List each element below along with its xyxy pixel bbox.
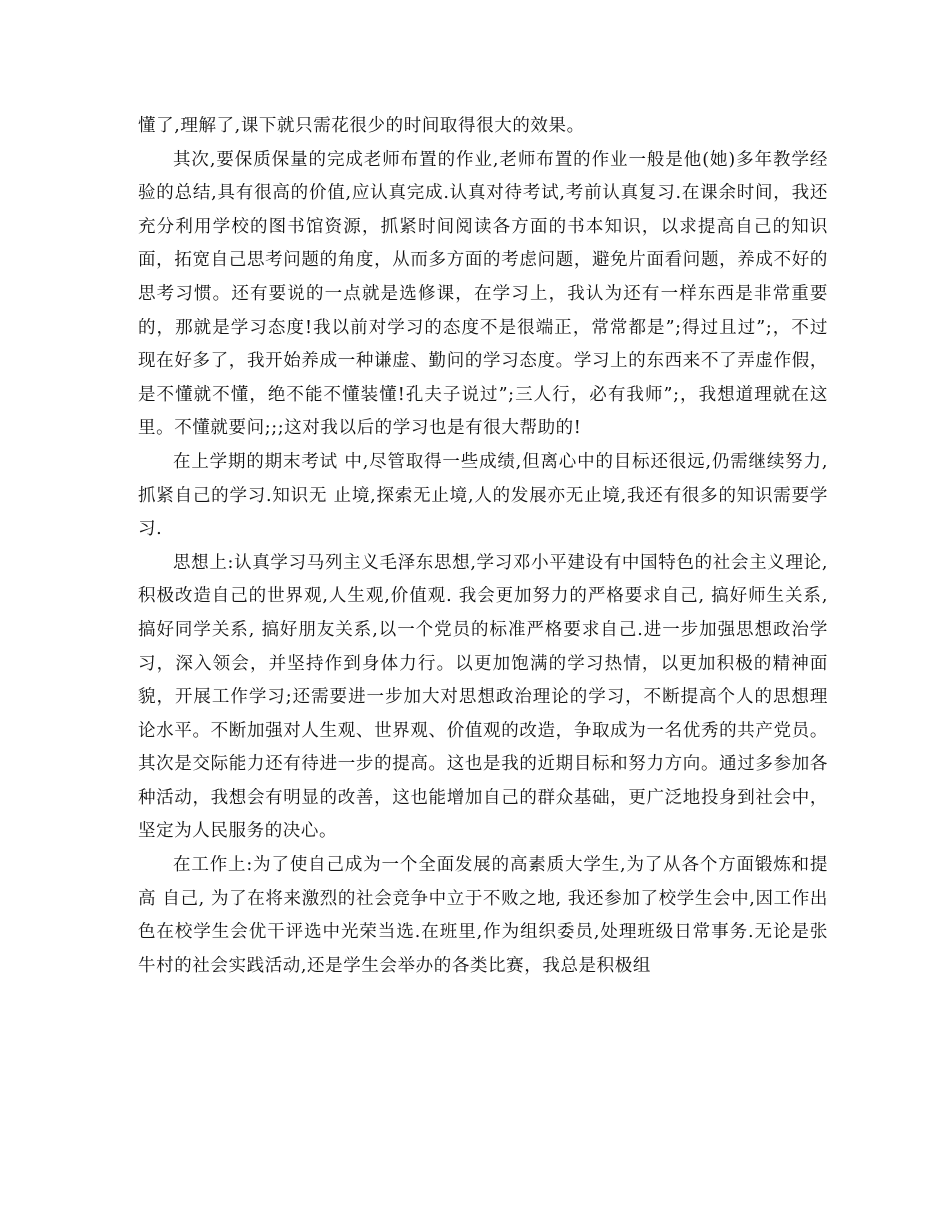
paragraph-work: 在工作上:为了使自己成为一个全面发展的高素质大学生,为了从各个方面锻炼和提高 自己, 为了在将来激烈的社会竞争中立于不败之地, 我还参加了校学生会中,因工作出色在校学生会优干评选中光荣当选.在班里,作为组织委员,处理班级日常事务.无论是张牛村的社会实践活动,还是学生会举办的各类比赛，我总是积极组 bbox=[138, 855, 828, 976]
paragraph-final-exam: 在上学期的期末考试 中,尽管取得一些成绩,但离心中的目标还很远,仍需继续努力,抓紧自己的学习.知识无 止境,探索无止境,人的发展亦无止境,我还有很多的知识需要学习. bbox=[138, 451, 828, 540]
paragraph-homework-study: 其次,要保质保量的完成老师布置的作业,老师布置的作业一般是他(她)多年教学经验的总结,具有很高的价值,应认真完成.认真对待考试,考前认真复习.在课余时间，我还充分利用学校的图书馆资源，抓紧时间阅读各方面的书本知识，以求提高自己的知识面，拓宽自己思考问题的角度，从而多方面的考虑问题，避免片面看问题，养成不好的思考习惯。还有要说的一点就是选修课，在学习上，我认为还有一样东西是非常重要的，那就是学习态度!我以前对学习的态度不是很端正，常常都是”;得过且过”;，不过现在好多了，我开始养成一种谦虚、勤问的学习态度。学习上的东西来不了弄虚作假，是不懂就不懂，绝不能不懂装懂!孔夫子说过”;三人行，必有我师”;，我想道理就在这里。不懂就要问;;;这对我以后的学习也是有很大帮助的! bbox=[138, 149, 828, 439]
paragraph-continuation: 懂了,理解了,课下就只需花很少的时间取得很大的效果。 bbox=[138, 116, 585, 136]
paragraph-ideology: 思想上:认真学习马列主义毛泽东思想,学习邓小平建设有中国特色的社会主义理论, 积极改造自己的世界观,人生观,价值观. 我会更加努力的严格要求自己, 搞好师生关系, 搞好同学关系, 搞好朋友关系,以一个党员的标准严格要求自己.进一步加强思想政治学习，深入领会，并坚持作到身体力行。以更加饱满的学习热情，以更加积极的精神面貌，开展工作学习;还需要进一步加大对思想政治理论的学习，不断提高个人的思想理论水平。不断加强对人生观、世界观、价值观的改造，争取成为一名优秀的共产党员。其次是交际能力还有待进一步的提高。这也是我的近期目标和努力方向。通过多参加各种活动，我想会有明显的改善，这也能增加自己的群众基础，更广泛地投身到社会中，坚定为人民服务的决心。 bbox=[138, 552, 828, 842]
document-body bbox=[138, 110, 828, 983]
